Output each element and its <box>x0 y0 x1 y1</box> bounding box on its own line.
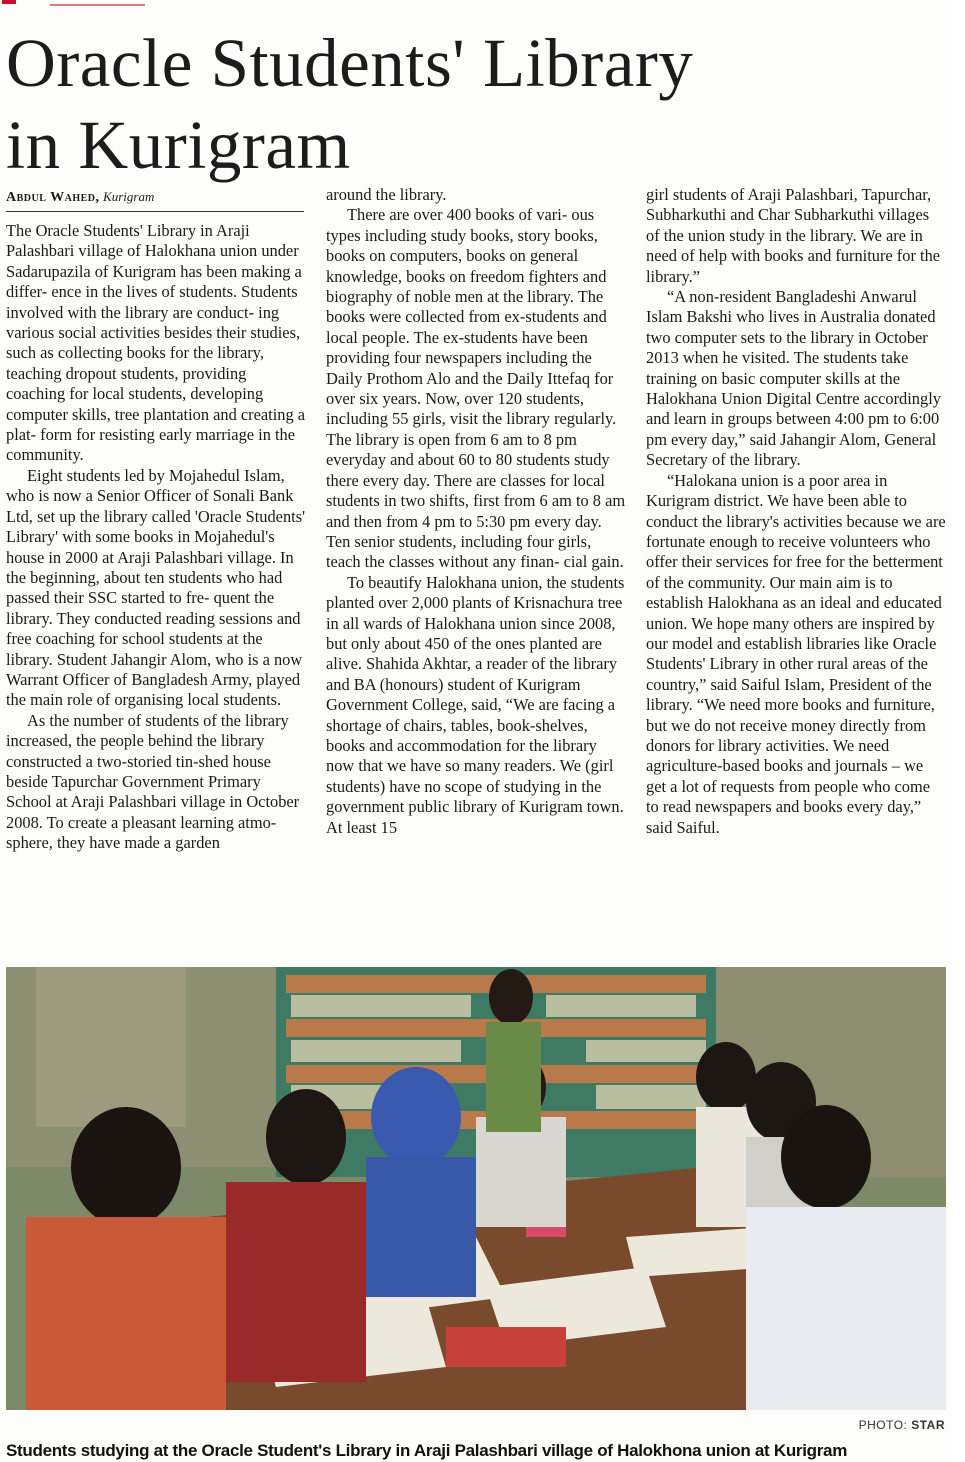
article-column-3 <box>646 185 946 838</box>
photo-illustration <box>6 967 946 1410</box>
paragraph: There are over 400 books of vari- ous types including study books, story books, books on computers, books on general knowledge, books on freedom fighters and biography of noble men at the library. The books were collected from ex-students and local people. The ex-students have been providing four newspapers including the Daily Prothom Alo and the Daily Ittefaq for over six years. Now, over 120 students, including 55 girls, visit the library regularly. The library is open from 6 am to 8 pm everyday and about 60 to 80 students study there every day. There are classes for local students in two shifts, first from 6 am to 8 am and then from 4 pm to 5:30 pm every day. Ten senior students, including four girls, teach the classes without any finan- cial gain. <box>326 205 626 572</box>
article-column-1 <box>6 221 306 854</box>
headline-line-1: Oracle Students' Library <box>6 25 694 101</box>
byline-author: Abdul Wahed, <box>6 190 100 205</box>
paragraph: As the number of students of the library increased, the people behind the library constructed a two-storied tin-shed house beside Tapurchar Government Primary School at Araji Palashbari village in October 2008. To create a pleasant learning atmo- sphere, they have made a garden <box>6 710 300 853</box>
paragraph: around the library. <box>326 185 447 204</box>
paragraph: To beautify Halokhana union, the students planted over 2,000 plants of Krisnachura tree in all wards of Halokhana union since 2008, but only about 450 of the ones planted are alive. Shahida Akhtar, a reader of the library and BA (honours) student of Kurigram Government College, said, “We are facing a shortage of chairs, tables, book-shelves, books and accommodation for the library now that we have so many readers. We (girl students) have no scope of studying in the government public library of Kurigram town. At least 15 <box>326 572 625 837</box>
paragraph: girl students of Araji Palashbari, Tapurchar, Subharkuthi and Char Subharkuthi villages of the union study in the library. We are in need of help with books and furniture for the library.” <box>646 185 941 286</box>
byline-location: Kurigram <box>103 189 155 204</box>
photo-credit-source: STAR <box>911 1418 945 1432</box>
section-header-strip <box>0 0 200 6</box>
paragraph: “A non-resident Bangladeshi Anwarul Islam Bakshi who lives in Australia donated two computer sets to the library in October 2013 when he visited. The students take training on basic computer skills at the Halokhana Union Digital Centre accordingly and learn in groups between 4:00 pm to 6:00 pm every day,” said Jahangir Alom, General Secretary of the library. <box>646 287 941 470</box>
byline <box>6 187 304 212</box>
photo-credit-label: PHOTO: <box>858 1418 908 1432</box>
article-column-2 <box>326 185 629 838</box>
paragraph: “Halokana union is a poor area in Kurigram district. We have been able to conduct the library's activities because we are fortunate enough to receive volunteers who offer their services for free for the betterment of the community. Our main aim is to establish Halokhana as an ideal and educated union. We hope many others are inspired by our model and establish libraries like Oracle Students' Library in other rural areas of the country,” said Saiful Islam, President of the library. “We need more books and furniture, but we do not receive money directly from donors for library activities. We need agriculture-based books and journals – we get a lot of requests from people who come to read newspapers and books every day,” said Saiful. <box>646 470 946 837</box>
page-margin <box>952 0 965 1462</box>
section-marker <box>2 0 16 4</box>
article-photo <box>6 967 946 1410</box>
photo-caption: Students studying at the Oracle Student's Library in Araji Palashbari village of Halokhona union at Kurigram <box>6 1441 848 1460</box>
article-headline <box>6 22 906 186</box>
photo-credit <box>800 1418 945 1432</box>
section-tag <box>50 0 145 6</box>
paragraph: The Oracle Students' Library in Araji Palashbari village of Halokhana union under Sadarupazila of Kurigram has been making a differ- ence in the lives of students. Students involved with the library are conduct- ing various social activities besides their studies, such as collecting books for the library, teaching dropout students, providing coaching for local students, developing computer skills, tree plantation and creating a plat- form for resisting early marriage in the community. <box>6 221 306 465</box>
headline-line-2: in Kurigram <box>6 107 351 183</box>
paragraph: Eight students led by Mojahedul Islam, who is now a Senior Officer of Sonali Bank Ltd, set up the library called 'Oracle Students' Library' with some books in Mojahedul's house in 2000 at Araji Palashbari village. In the beginning, about ten students who had passed their SSC started to fre- quent the library. They conducted reading sessions and free coaching for school students at the library. Student Jahangir Alom, who is a now Warrant Officer of Bangladesh Army, played the main role of organising local students. <box>6 465 306 710</box>
